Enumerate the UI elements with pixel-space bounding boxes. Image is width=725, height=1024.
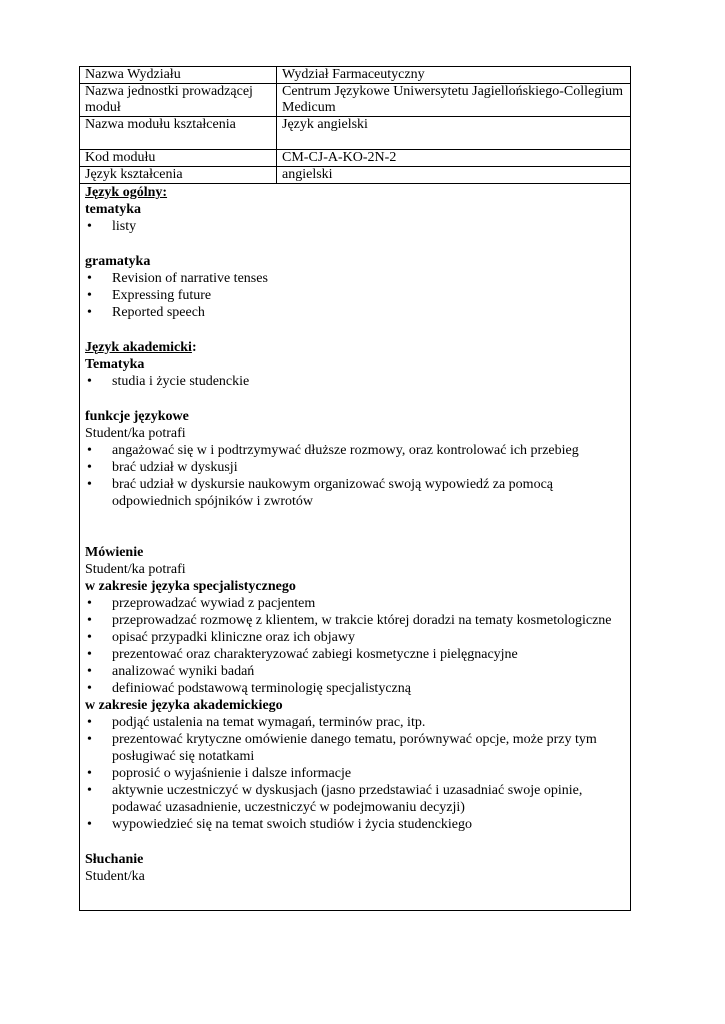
- functions-heading: funkcje językowe: [85, 409, 189, 424]
- syllabus-document: [79, 66, 630, 911]
- academic-speaking-list: [85, 714, 625, 833]
- academic-language-heading-line: [85, 339, 625, 356]
- list-item: • brać udział w dyskursie naukowym organizować swoją wypowiedź za pomocą odpowiednich spójników i zwrotów: [85, 476, 625, 510]
- content-cell: [79, 184, 631, 911]
- list-item: • angażować się w i podtrzymywać dłuższe rozmowy, oraz kontrolować ich przebieg: [85, 442, 625, 459]
- general-language-heading: Język ogólny:: [85, 185, 168, 200]
- module-info-table: [79, 66, 631, 184]
- list-item: • przeprowadzać wywiad z pacjentem: [85, 595, 625, 612]
- list-item: • studia i życie studenckie: [85, 373, 625, 390]
- listening-heading: Słuchanie: [85, 852, 144, 867]
- speaking-heading: Mówienie: [85, 545, 144, 560]
- table-row: [80, 150, 631, 167]
- list-item: • analizować wyniki badań: [85, 663, 625, 680]
- list-item: • Reported speech: [85, 304, 625, 321]
- unit-value: Centrum Językowe Uniwersytetu Jagiellońskiego-Collegium Medicum: [277, 84, 631, 117]
- list-item: • prezentować oraz charakteryzować zabiegi kosmetyczne i pielęgnacyjne: [85, 646, 625, 663]
- grammar-heading: gramatyka: [85, 254, 151, 269]
- list-item: • definiować podstawową terminologię specjalistyczną: [85, 680, 625, 697]
- academic-heading-colon: :: [191, 340, 197, 355]
- list-item: • opisać przypadki kliniczne oraz ich objawy: [85, 629, 625, 646]
- faculty-value: Wydział Farmaceutyczny: [277, 67, 631, 84]
- list-item: • aktywnie uczestniczyć w dyskusjach (jasno przedstawiać i uzasadniać swoje opinie, podawać uzasadnienie, uczestniczyć w podejmowaniu decyzji): [85, 782, 625, 816]
- functions-intro: Student/ka potrafi: [85, 426, 186, 441]
- language-label: Język kształcenia: [80, 167, 277, 184]
- list-item: • Revision of narrative tenses: [85, 270, 625, 287]
- faculty-label: Nazwa Wydziału: [80, 67, 277, 84]
- specialist-list: [85, 595, 625, 697]
- module-code-label: Kod modułu: [80, 150, 277, 167]
- table-row: [80, 167, 631, 184]
- table-row: [80, 67, 631, 84]
- speaking-intro: Student/ka potrafi: [85, 562, 186, 577]
- list-item: • prezentować krytyczne omówienie danego tematu, porównywać opcje, może przy tym posługiwać się notatkami: [85, 731, 625, 765]
- list-item: • Expressing future: [85, 287, 625, 304]
- listening-intro: Student/ka: [85, 869, 145, 884]
- grammar-list: [85, 270, 625, 321]
- list-item: • brać udział w dyskusji: [85, 459, 625, 476]
- academic-topics-list: [85, 373, 625, 390]
- specialist-heading: w zakresie języka specjalistycznego: [85, 579, 296, 594]
- academic-topic-heading: Tematyka: [85, 357, 145, 372]
- unit-label: Nazwa jednostki prowadzącej moduł: [80, 84, 277, 117]
- language-value: angielski: [277, 167, 631, 184]
- functions-list: [85, 442, 625, 510]
- module-name-value: Język angielski: [277, 117, 631, 150]
- list-item: • przeprowadzać rozmowę z klientem, w trakcie której doradzi na tematy kosmetologiczne: [85, 612, 625, 629]
- table-row: [80, 84, 631, 117]
- academic-speaking-heading: w zakresie języka akademickiego: [85, 698, 283, 713]
- list-item: • podjąć ustalenia na temat wymagań, terminów prac, itp.: [85, 714, 625, 731]
- list-item: • poprosić o wyjaśnienie i dalsze informacje: [85, 765, 625, 782]
- general-topics-list: [85, 218, 625, 235]
- list-item: • wypowiedzieć się na temat swoich studiów i życia studenckiego: [85, 816, 625, 833]
- general-topic-heading: tematyka: [85, 202, 141, 217]
- table-row: [80, 117, 631, 150]
- module-name-label: Nazwa modułu kształcenia: [80, 117, 277, 150]
- academic-language-heading: Język akademicki: [85, 340, 192, 355]
- list-item: • listy: [85, 218, 625, 235]
- module-code-value: CM-CJ-A-KO-2N-2: [277, 150, 631, 167]
